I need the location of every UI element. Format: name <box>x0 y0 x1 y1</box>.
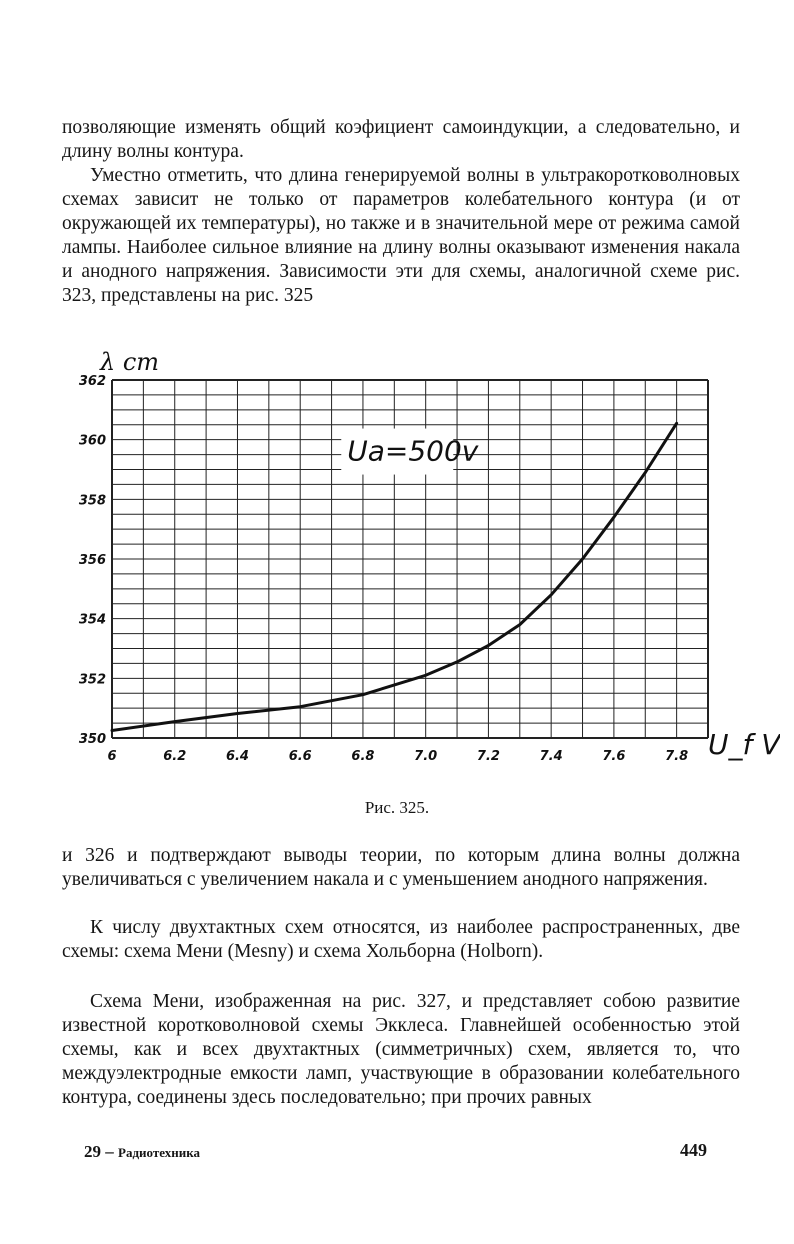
signature-mark: 29 – <box>84 1142 114 1161</box>
y-tick-label: 350 <box>78 732 106 747</box>
y-tick-label: 352 <box>78 672 106 688</box>
annotation-voltage: Ua=500v <box>347 434 479 468</box>
x-tick-label: 7.2 <box>476 749 500 764</box>
x-tick-label: 7.0 <box>414 749 438 764</box>
paragraph-mesny-scheme: Схема Мени, изображенная на рис. 327, и представляет собою развитие известной коротковолновой схемы Экклеса. Главнейшей особенностью этой схемы, как и всех двухтактных (симметричных) схем, является то, что междуэлектродные емкости ламп, участвующие в образовании колебательного контура, соединены здесь последовательно; при прочих равных <box>62 991 740 1108</box>
x-tick-label: 6.2 <box>163 749 187 764</box>
figure-caption: Рис. 325. <box>364 798 430 817</box>
x-tick-label: 6 <box>107 749 117 764</box>
y-axis-label: λ cm <box>100 348 160 376</box>
x-tick-label: 6.6 <box>288 749 312 764</box>
y-tick-label: 358 <box>78 493 106 509</box>
figure-325 <box>60 330 780 810</box>
x-tick-label: 7.6 <box>602 749 626 764</box>
paragraph-continuation: позволяющие изменять общий коэфициент самоиндукции, а следовательно, и длину волны контура. <box>62 117 740 162</box>
book-title: Радиотехника <box>118 1145 201 1160</box>
y-tick-label: 362 <box>78 374 106 389</box>
x-tick-label: 6.4 <box>225 749 249 764</box>
y-tick-label: 356 <box>78 553 106 568</box>
x-tick-label: 7.8 <box>665 749 689 764</box>
page-number: 449 <box>680 1140 707 1160</box>
wavelength-vs-filament-voltage-chart <box>60 330 780 810</box>
paragraph-push-pull-schemes: К числу двухтактных схем относятся, из наиболее распространенных, две схемы: схема Мени (Mesny) и схема Хольборна (Holborn). <box>62 917 740 962</box>
paragraph-theory-confirmation: и 326 и подтверждают выводы теории, по которым длина волны должна увеличиваться с увеличением накала и с уменьшением анодного напряжения. <box>62 845 740 890</box>
x-axis-label: U_f V <box>708 728 780 761</box>
paragraph-wavelength-dependence: Уместно отметить, что длина генерируемой волны в ультракоротковолновых схемах зависит не только от параметров колебательного контура (и от окружающей их температуры), но также и в значительной мере от режима самой лампы. Наиболее сильное влияние на длину волны оказывают изменения накала и анодного напряжения. Зависимости эти для схемы, аналогичной схеме рис. 323, представлены на рис. 325 <box>62 165 740 306</box>
footer-signature <box>84 1142 200 1162</box>
y-tick-label: 354 <box>78 612 106 628</box>
y-tick-label: 360 <box>78 433 106 449</box>
x-tick-label: 7.4 <box>539 749 563 764</box>
x-tick-label: 6.8 <box>351 749 375 764</box>
